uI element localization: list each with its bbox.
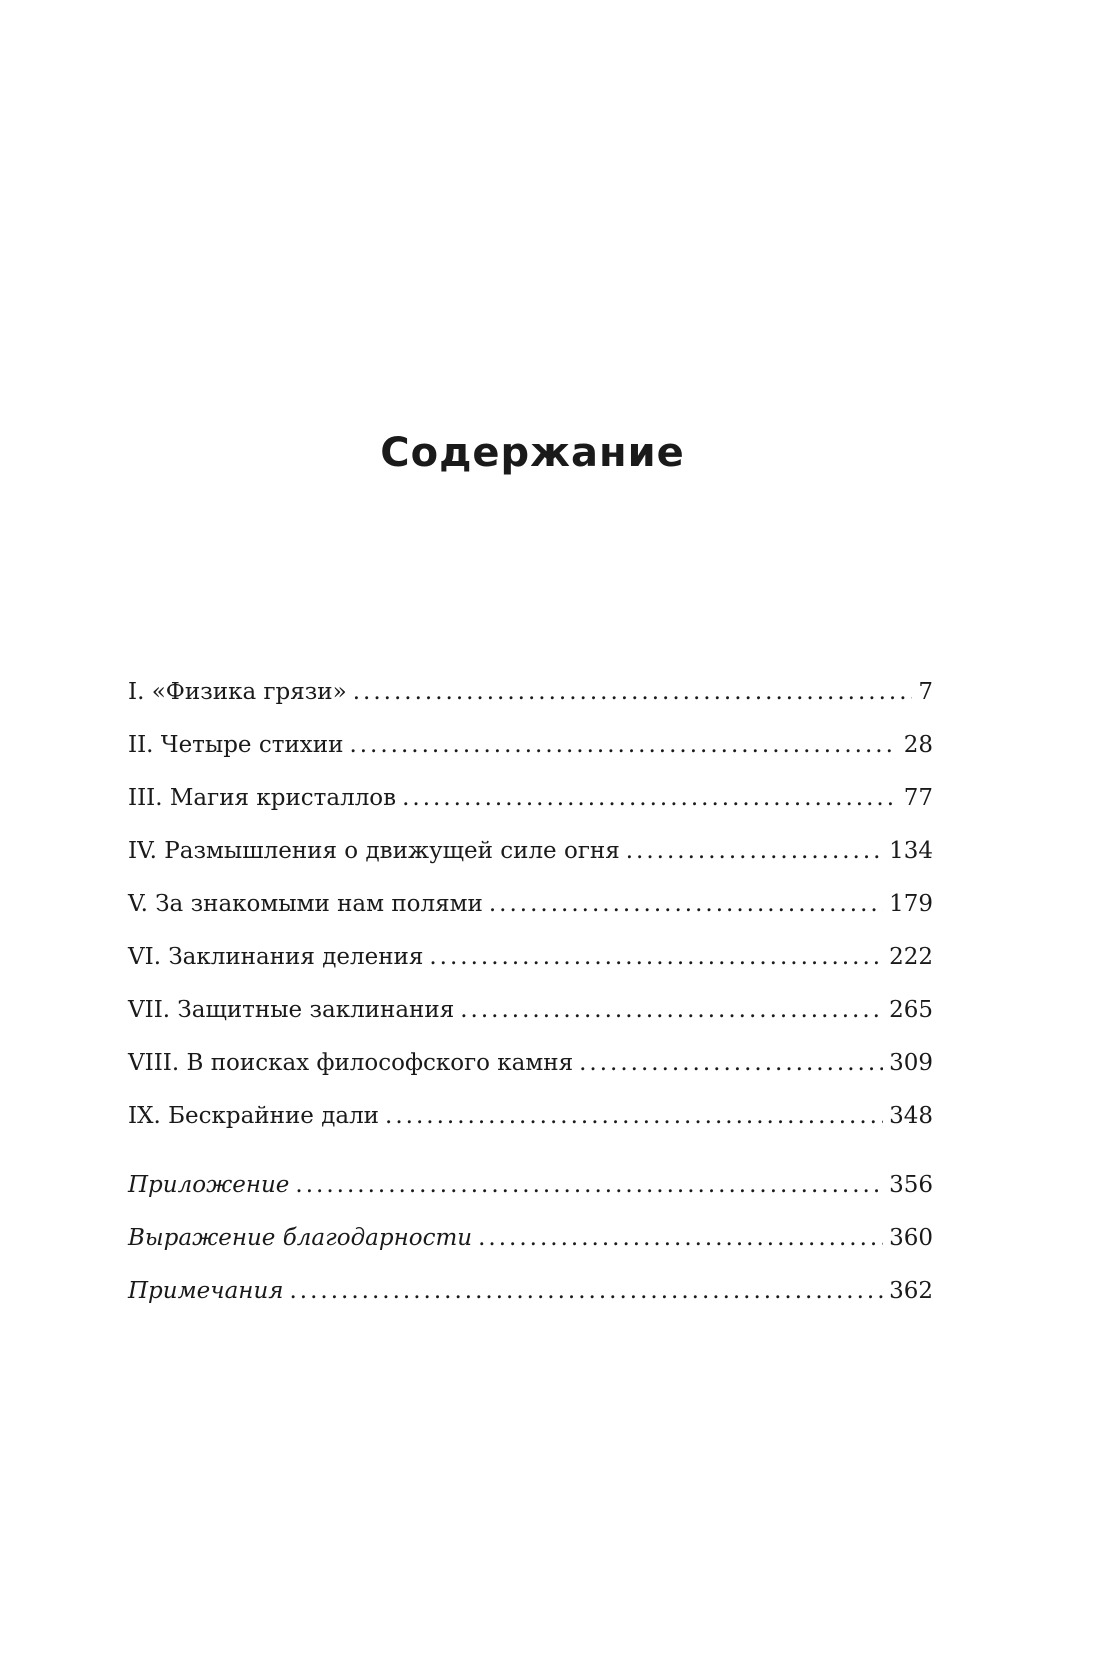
toc-entry-page-number: 134 [889,838,933,864]
toc-entry-page-number: 28 [903,732,933,758]
toc-entry-chapter-5[interactable] [128,889,933,942]
toc-entry-label: Выражение благодарности [128,1225,473,1251]
toc-entry-chapter-9[interactable] [128,1101,933,1154]
toc-entry-page-number: 77 [903,785,933,811]
toc-entry-label: II. Четыре стихии [128,732,344,758]
toc-entry-label: V. За знакомыми нам полями [128,891,483,917]
toc-entry-page-number: 7 [918,679,933,705]
dot-leader [489,889,883,919]
toc-entry-page-number: 356 [889,1172,933,1198]
table-of-contents [128,677,933,1329]
dot-leader [460,995,883,1025]
toc-entry-acknowledgements[interactable] [128,1223,933,1276]
page-title: Содержание [380,430,685,476]
toc-entry-notes[interactable] [128,1276,933,1329]
dot-leader [429,942,883,972]
dot-leader [353,677,913,707]
dot-leader [626,836,883,866]
toc-entry-page-number: 348 [889,1103,933,1129]
toc-entry-label: Приложение [128,1172,290,1198]
toc-entry-label: I. «Физика грязи» [128,679,347,705]
toc-entry-page-number: 222 [889,944,933,970]
toc-entry-page-number: 265 [889,997,933,1023]
toc-entry-label: Примечания [128,1278,284,1304]
dot-leader [295,1170,883,1200]
dot-leader [349,730,897,760]
toc-entry-appendix[interactable] [128,1170,933,1223]
toc-entry-label: III. Магия кристаллов [128,785,397,811]
toc-entry-label: VI. Заклинания деления [128,944,424,970]
toc-entry-page-number: 360 [889,1225,933,1251]
toc-entry-page-number: 362 [889,1278,933,1304]
toc-entry-chapter-2[interactable] [128,730,933,783]
dot-leader [385,1101,883,1131]
toc-entry-chapter-3[interactable] [128,783,933,836]
toc-entry-chapter-1[interactable] [128,677,933,730]
toc-entry-chapter-4[interactable] [128,836,933,889]
toc-entry-chapter-7[interactable] [128,995,933,1048]
toc-entry-chapter-8[interactable] [128,1048,933,1101]
dot-leader [290,1276,884,1306]
toc-entry-chapter-6[interactable] [128,942,933,995]
dot-leader [478,1223,883,1253]
toc-entry-label: IV. Размышления о движущей силе огня [128,838,620,864]
toc-entry-label: VII. Защитные заклинания [128,997,455,1023]
dot-leader [579,1048,883,1078]
dot-leader [402,783,898,813]
toc-entry-page-number: 309 [889,1050,933,1076]
toc-entry-page-number: 179 [889,891,933,917]
toc-entry-label: VIII. В поисках философского камня [128,1050,574,1076]
toc-entry-label: IX. Бескрайние дали [128,1103,380,1129]
